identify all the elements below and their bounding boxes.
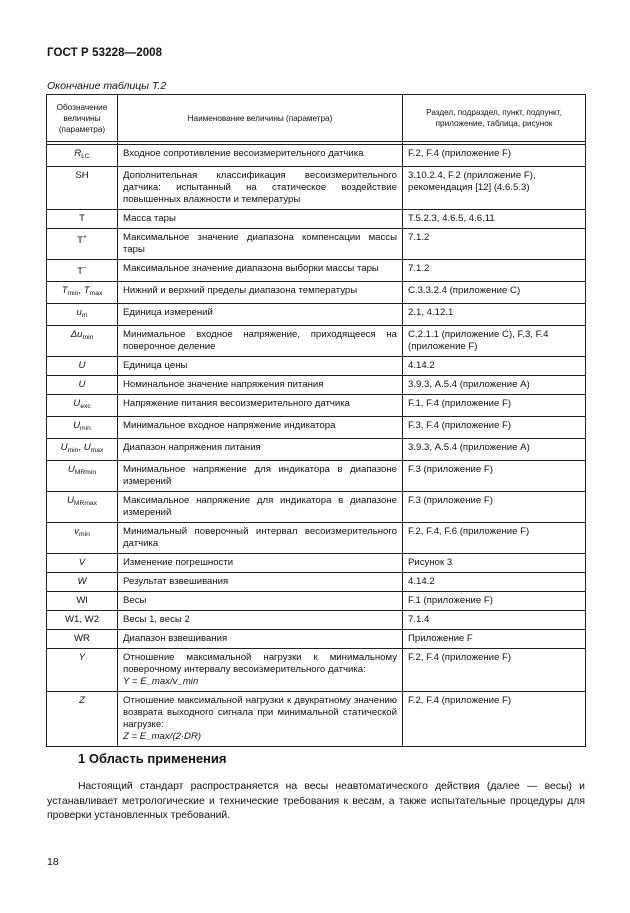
document-id: ГОСТ Р 53228—2008 xyxy=(47,47,163,59)
cell-reference: F.1, F.4 (приложение F) xyxy=(403,395,586,417)
table-row xyxy=(47,461,586,492)
name-text: Единица цены xyxy=(123,360,188,371)
page-number: 18 xyxy=(47,856,59,868)
table-row xyxy=(47,167,586,210)
cell-reference: F.2, F.4, F.6 (приложение F) xyxy=(403,523,586,554)
cell-name xyxy=(118,611,403,630)
section-paragraph: Настоящий стандарт распространяется на весы неавтоматического действия (далее — весы) и устанавливает метрологические и технические требования к весам, а также испытательные процедуры для проверки установленных требований. xyxy=(47,781,585,821)
cell-name xyxy=(118,282,403,304)
symbol-text: U xyxy=(67,464,75,475)
table-row xyxy=(47,357,586,376)
cell-reference: 7.1.4 xyxy=(403,611,586,630)
name-text: Отношение максимальной нагрузки к двукратному значению возврата выходного сигнала при минимальной статической нагрузке: xyxy=(123,695,397,730)
cell-reference: 7.1.2 xyxy=(403,260,586,282)
symbol-text: WR xyxy=(74,633,90,644)
name-text: Изменение погрешности xyxy=(123,557,234,568)
table-row xyxy=(47,145,586,167)
symbol-subscript: m xyxy=(81,312,88,319)
table-row xyxy=(47,592,586,611)
table-row xyxy=(47,282,586,304)
symbol-text: U xyxy=(73,420,81,431)
name-text: Весы xyxy=(123,595,147,606)
name-text: Максимальное значение диапазона выборки массы тары xyxy=(123,263,379,274)
symbol-text: T xyxy=(83,285,90,296)
cell-reference: F.2, F.4 (приложение F) xyxy=(403,649,586,692)
cell-reference: 4.14.2 xyxy=(403,573,586,592)
cell-name xyxy=(118,326,403,357)
cell-name xyxy=(118,229,403,260)
cell-symbol xyxy=(47,357,118,376)
table-body xyxy=(47,142,586,747)
symbol-subscript: max xyxy=(89,290,103,297)
parameters-table xyxy=(46,94,586,747)
table-caption: Окончание таблицы Т.2 xyxy=(47,80,167,92)
symbol-text: U xyxy=(60,442,68,453)
table-row xyxy=(47,229,586,260)
cell-symbol xyxy=(47,282,118,304)
cell-name xyxy=(118,523,403,554)
symbol-subscript: MRmax xyxy=(73,500,98,507)
symbol-separator: , xyxy=(78,442,84,453)
cell-name xyxy=(118,573,403,592)
name-text: Минимальный поверочный интервал весоизмерительного датчика xyxy=(123,526,397,549)
cell-symbol xyxy=(47,492,118,523)
cell-symbol xyxy=(47,376,118,395)
name-text: Номинальное значение напряжения питания xyxy=(123,379,324,390)
cell-symbol xyxy=(47,611,118,630)
symbol-text: T xyxy=(79,213,85,224)
symbol-text: V xyxy=(78,557,86,568)
table-row xyxy=(47,649,586,692)
cell-symbol xyxy=(47,229,118,260)
cell-name xyxy=(118,630,403,649)
cell-symbol xyxy=(47,649,118,692)
cell-symbol xyxy=(47,573,118,592)
cell-name xyxy=(118,592,403,611)
symbol-text: Δu xyxy=(70,329,83,340)
cell-symbol xyxy=(47,417,118,439)
table-row xyxy=(47,417,586,439)
cell-name xyxy=(118,304,403,326)
cell-reference: F.3 (приложение F) xyxy=(403,492,586,523)
name-text: Максимальное напряжение для индикатора в диапазоне измерений xyxy=(123,495,397,518)
cell-name xyxy=(118,167,403,210)
cell-symbol xyxy=(47,523,118,554)
cell-reference: F.3, F.4 (приложение F) xyxy=(403,417,586,439)
cell-reference: Приложение F xyxy=(403,630,586,649)
name-text: Масса тары xyxy=(123,213,176,224)
cell-symbol xyxy=(47,145,118,167)
formula-text: Y = E_max/v_min xyxy=(123,676,199,687)
cell-name xyxy=(118,417,403,439)
symbol-superscript: − xyxy=(82,265,87,272)
cell-symbol xyxy=(47,304,118,326)
table-row xyxy=(47,304,586,326)
symbol-text: Z xyxy=(79,695,85,706)
name-text: Минимальное входное напряжение, приходящееся на поверочное деление xyxy=(123,329,397,352)
symbol-text: T xyxy=(61,285,68,296)
column-header-symbol: Обозначение величины (параметра) xyxy=(47,95,118,142)
cell-name xyxy=(118,439,403,461)
symbol-text: v xyxy=(74,526,79,537)
symbol-subscript: MRmin xyxy=(74,469,97,476)
cell-symbol xyxy=(47,554,118,573)
cell-symbol xyxy=(47,395,118,417)
cell-name xyxy=(118,357,403,376)
table-header-row xyxy=(47,95,586,142)
table-row xyxy=(47,395,586,417)
cell-reference: 3.9.3, А.5.4 (приложение А) xyxy=(403,439,586,461)
symbol-subscript: LC xyxy=(81,153,90,160)
symbol-subscript: exc xyxy=(80,403,91,410)
table-row xyxy=(47,523,586,554)
symbol-text: T xyxy=(77,235,83,246)
symbol-separator: , xyxy=(78,285,84,296)
cell-name xyxy=(118,649,403,692)
name-text: Нижний и верхний пределы диапазона температуры xyxy=(123,285,358,296)
table-row xyxy=(47,376,586,395)
symbol-subscript: min xyxy=(78,531,90,538)
cell-name xyxy=(118,461,403,492)
symbol-subscript: min xyxy=(82,334,94,341)
table-row xyxy=(47,439,586,461)
table-row xyxy=(47,260,586,282)
table-row xyxy=(47,210,586,229)
name-text: Диапазон напряжения питания xyxy=(123,442,261,453)
cell-reference: 3.9.3, А.5.4 (приложение А) xyxy=(403,376,586,395)
cell-symbol xyxy=(47,439,118,461)
cell-reference: Рисунок 3 xyxy=(403,554,586,573)
symbol-subscript: min xyxy=(67,290,79,297)
name-text: Минимальное входное напряжение индикатора xyxy=(123,420,336,431)
symbol-text: Y xyxy=(78,652,86,663)
cell-symbol xyxy=(47,326,118,357)
symbol-subscript: min xyxy=(67,447,79,454)
cell-name xyxy=(118,692,403,747)
cell-name xyxy=(118,145,403,167)
symbol-text: U xyxy=(83,442,91,453)
cell-reference: F.3 (приложение F) xyxy=(403,461,586,492)
symbol-text: U xyxy=(78,360,86,371)
name-text: Входное сопротивление весоизмерительного датчика xyxy=(123,148,364,159)
table-row xyxy=(47,611,586,630)
symbol-text: W1, W2 xyxy=(64,614,100,625)
cell-name xyxy=(118,492,403,523)
name-text: Диапазон взвешивания xyxy=(123,633,228,644)
symbol-text: u xyxy=(76,307,82,318)
symbol-text: U xyxy=(73,398,81,409)
section-title: 1 Область применения xyxy=(78,751,227,766)
name-text: Единица измерений xyxy=(123,307,213,318)
formula-text: Z = E_max/(2·DR) xyxy=(123,731,202,742)
cell-symbol xyxy=(47,210,118,229)
symbol-text: W xyxy=(77,576,87,587)
symbol-superscript: + xyxy=(82,234,87,241)
name-text: Весы 1, весы 2 xyxy=(123,614,190,625)
name-text: Результат взвешивания xyxy=(123,576,229,587)
symbol-text: U xyxy=(66,495,74,506)
table-row xyxy=(47,492,586,523)
name-text: Дополнительная классификация весоизмерительного датчика: испытанный на статическое воздействие повышенных влажности и температуры xyxy=(123,170,397,205)
table-row xyxy=(47,692,586,747)
cell-symbol xyxy=(47,461,118,492)
cell-name xyxy=(118,260,403,282)
cell-reference: 7.1.2 xyxy=(403,229,586,260)
cell-reference: F.1 (приложение F) xyxy=(403,592,586,611)
table-row xyxy=(47,573,586,592)
name-text: Отношение максимальной нагрузки к минимальному поверочному интервалу весоизмерительного датчика: xyxy=(123,652,397,675)
table-row xyxy=(47,630,586,649)
symbol-text: T xyxy=(77,266,83,277)
cell-reference: С.2.1.1 (приложение С), F.3, F.4 (приложение F) xyxy=(403,326,586,357)
cell-reference: 2.1, 4.12.1 xyxy=(403,304,586,326)
table-row xyxy=(47,326,586,357)
symbol-text: U xyxy=(78,379,86,390)
cell-symbol xyxy=(47,692,118,747)
table-row xyxy=(47,554,586,573)
cell-symbol xyxy=(47,630,118,649)
cell-reference: 3.10.2.4, F.2 (приложение F), рекомендация [12] (4.6.5.3) xyxy=(403,167,586,210)
symbol-text: SH xyxy=(75,170,89,181)
symbol-text: Wl xyxy=(76,595,88,606)
name-text: Максимальное значение диапазона компенсации массы тары xyxy=(123,232,397,255)
cell-symbol xyxy=(47,592,118,611)
name-text: Минимальное напряжение для индикатора в диапазоне измерений xyxy=(123,464,397,487)
cell-symbol xyxy=(47,260,118,282)
cell-reference: С.3.3.2.4 (приложение С) xyxy=(403,282,586,304)
symbol-subscript: min xyxy=(80,425,91,432)
column-header-reference: Раздел, подраздел, пункт, подпункт, приложение, таблица, рисунок xyxy=(403,95,586,142)
cell-reference: 4.14.2 xyxy=(403,357,586,376)
name-text: Напряжение питания весоизмерительного датчика xyxy=(123,398,350,409)
cell-reference: F.2, F.4 (приложение F) xyxy=(403,145,586,167)
cell-name xyxy=(118,376,403,395)
cell-reference: F.2, F.4 (приложение F) xyxy=(403,692,586,747)
symbol-text: R xyxy=(74,148,82,159)
cell-name xyxy=(118,554,403,573)
cell-symbol xyxy=(47,167,118,210)
cell-name xyxy=(118,210,403,229)
cell-reference: Т.5.2.3, 4.6.5, 4.6.11 xyxy=(403,210,586,229)
symbol-subscript: max xyxy=(90,447,104,454)
cell-name xyxy=(118,395,403,417)
column-header-name: Наименование величины (параметра) xyxy=(118,95,403,142)
